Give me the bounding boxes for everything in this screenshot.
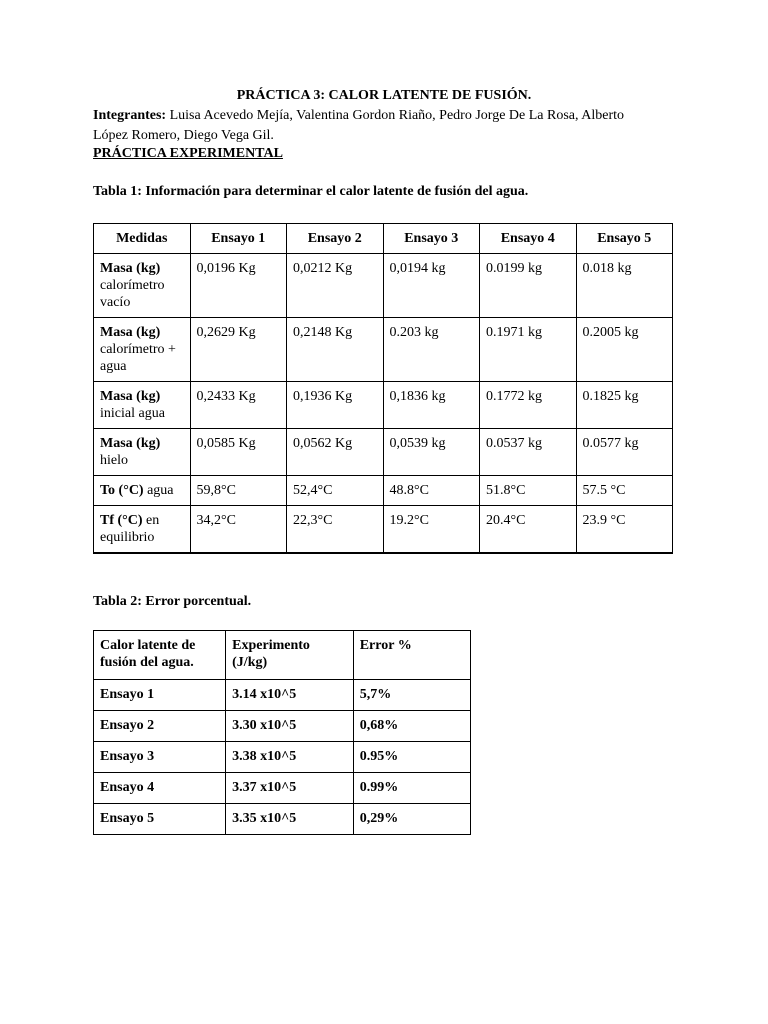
row-label: Tf (°C) en equilibrio (94, 506, 191, 554)
table-cell: 20.4°C (480, 506, 577, 554)
table-cell: Ensayo 1 (94, 680, 226, 711)
table-cell: 0.1971 kg (480, 318, 577, 382)
row-label: Masa (kg) inicial agua (94, 382, 191, 429)
table-cell: 0.95% (353, 742, 470, 773)
table1-caption: Tabla 1: Información para determinar el calor latente de fusión del agua. (93, 184, 529, 199)
table-cell: Ensayo 3 (94, 742, 226, 773)
table-cell: 5,7% (353, 680, 470, 711)
table-cell: 22,3°C (287, 506, 384, 554)
table-cell: 0.0537 kg (480, 429, 577, 476)
table-cell: 0,0585 Kg (190, 429, 287, 476)
table2-caption: Tabla 2: Error porcentual. (93, 594, 252, 609)
table-cell: 0.0199 kg (480, 254, 577, 318)
table-cell: 3.37 x10^5 (226, 773, 354, 804)
table1-header-cell: Ensayo 4 (480, 224, 577, 254)
table-cell: 0,2629 Kg (190, 318, 287, 382)
members-label: Integrantes: (93, 108, 167, 123)
row-label: Masa (kg) hielo (94, 429, 191, 476)
table-cell: 23.9 °C (576, 506, 673, 554)
table-cell: 0,0194 kg (383, 254, 480, 318)
table-cell: Ensayo 2 (94, 711, 226, 742)
table-cell: 0.0577 kg (576, 429, 673, 476)
table1-header-cell: Ensayo 2 (287, 224, 384, 254)
table-cell: 51.8°C (480, 476, 577, 506)
table2-header-cell: Experimento (J/kg) (226, 631, 354, 680)
table-cell: 3.35 x10^5 (226, 804, 354, 835)
table-row (94, 506, 673, 554)
table-cell: 0.018 kg (576, 254, 673, 318)
table-row (94, 804, 471, 835)
table-cell: 0,0212 Kg (287, 254, 384, 318)
table1-header-cell: Ensayo 1 (190, 224, 287, 254)
table-cell: 0.203 kg (383, 318, 480, 382)
table-cell: 0.99% (353, 773, 470, 804)
table-cell: 52,4°C (287, 476, 384, 506)
table-cell: 19.2°C (383, 506, 480, 554)
table1 (93, 223, 673, 554)
table-row (94, 711, 471, 742)
section-heading: PRÁCTICA EXPERIMENTAL (93, 146, 283, 161)
table1-header-cell: Ensayo 3 (383, 224, 480, 254)
table-cell: 0,29% (353, 804, 470, 835)
table-row (94, 742, 471, 773)
table2-header-row (94, 631, 471, 680)
table-cell: 0,2433 Kg (190, 382, 287, 429)
table2-header-cell: Calor latente de fusión del agua. (94, 631, 226, 680)
table-row (94, 680, 471, 711)
table-cell: 48.8°C (383, 476, 480, 506)
table-cell: 34,2°C (190, 506, 287, 554)
table-cell: 0,0562 Kg (287, 429, 384, 476)
table-cell: 59,8°C (190, 476, 287, 506)
table1-header-cell: Ensayo 5 (576, 224, 673, 254)
table-row (94, 254, 673, 318)
table-cell: Ensayo 5 (94, 804, 226, 835)
row-label: Masa (kg) calorímetro vacío (94, 254, 191, 318)
table1-header-cell: Medidas (94, 224, 191, 254)
table-cell: 0.1825 kg (576, 382, 673, 429)
table-cell: 0.2005 kg (576, 318, 673, 382)
table-cell: 3.30 x10^5 (226, 711, 354, 742)
table2-header-cell: Error % (353, 631, 470, 680)
table-cell: 0,0539 kg (383, 429, 480, 476)
table1-header-row (94, 224, 673, 254)
table-cell: 0,68% (353, 711, 470, 742)
table-cell: 0.1772 kg (480, 382, 577, 429)
page-title: PRÁCTICA 3: CALOR LATENTE DE FUSIÓN. (236, 88, 532, 103)
row-label: Masa (kg) calorímetro + agua (94, 318, 191, 382)
table-row (94, 773, 471, 804)
row-label: To (°C) agua (94, 476, 191, 506)
table-cell: 0,2148 Kg (287, 318, 384, 382)
members-paragraph (93, 106, 653, 145)
table-row (94, 382, 673, 429)
table-cell: Ensayo 4 (94, 773, 226, 804)
table2 (93, 630, 471, 835)
table-cell: 0,0196 Kg (190, 254, 287, 318)
table-row (94, 318, 673, 382)
table-row (94, 476, 673, 506)
table-cell: 3.14 x10^5 (226, 680, 354, 711)
table-cell: 0,1836 kg (383, 382, 480, 429)
table-cell: 57.5 °C (576, 476, 673, 506)
members-names: Luisa Acevedo Mejía, Valentina Gordon Riaño, Pedro Jorge De La Rosa, Alberto López Romero, Diego Vega Gil. (93, 108, 624, 143)
table-cell: 0,1936 Kg (287, 382, 384, 429)
table-cell: 3.38 x10^5 (226, 742, 354, 773)
table-row (94, 429, 673, 476)
